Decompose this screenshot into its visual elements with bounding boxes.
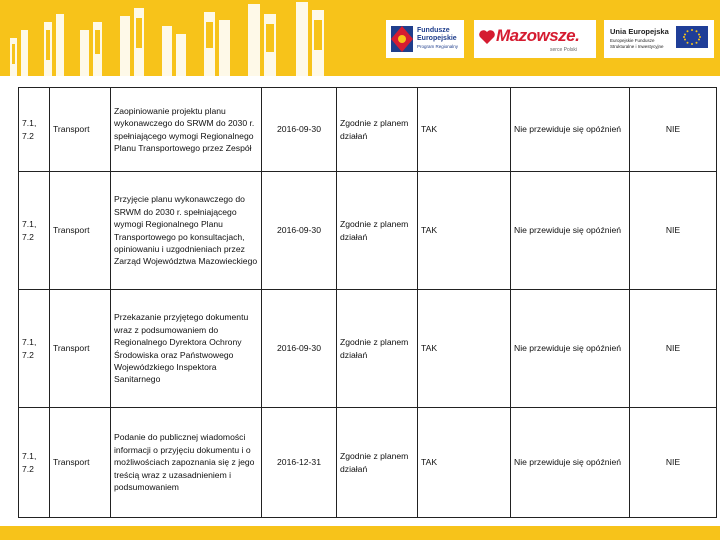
cell-measure-id: 7.1, 7.2: [19, 290, 50, 408]
cell-date: 2016-12-31: [262, 408, 337, 518]
cell-flag: NIE: [630, 88, 717, 172]
cell-date: 2016-09-30: [262, 88, 337, 172]
cell-flag: NIE: [630, 290, 717, 408]
decorative-pattern: [0, 0, 360, 76]
table-row: [19, 88, 717, 172]
cell-note: Nie przewiduje się opóźnień: [511, 290, 630, 408]
cell-description: Przekazanie przyjętego dokumentu wraz z podsumowaniem do Regionalnego Dyrektora Ochrony Środowiska oraz Państwowego Wojewódzkiego Inspektora Sanitarnego: [111, 290, 262, 408]
cell-measure-id: 7.1, 7.2: [19, 88, 50, 172]
eu-logo-title: Unia Europejska: [610, 27, 669, 36]
eu-logo: [604, 20, 714, 58]
cell-date: 2016-09-30: [262, 290, 337, 408]
footer-bar: [0, 526, 720, 540]
cell-status: Zgodnie z planem działań: [337, 290, 418, 408]
cell-status: Zgodnie z planem działań: [337, 172, 418, 290]
eu-flag-icon: [676, 26, 708, 48]
heart-icon: [478, 29, 496, 45]
cell-note: Nie przewiduje się opóźnień: [511, 408, 630, 518]
cell-risk: TAK: [418, 290, 511, 408]
cell-area: Transport: [50, 88, 111, 172]
european-funds-flag-icon: [391, 26, 413, 52]
cell-note: Nie przewiduje się opóźnień: [511, 88, 630, 172]
cell-risk: TAK: [418, 408, 511, 518]
header-banner: [0, 0, 720, 76]
mazowsze-tagline: serce Polski: [550, 47, 577, 53]
cell-area: Transport: [50, 172, 111, 290]
cell-description: Przyjęcie planu wykonawczego do SRWM do 2030 r. spełniającego wymogi Regionalnego Planu Transportowego po konsultacjach, opiniowaniu i uzgodnieniach przez Zarząd Województwa Mazowieckiego: [111, 172, 262, 290]
cell-status: Zgodnie z planem działań: [337, 88, 418, 172]
eu-logo-subtitle: [610, 38, 664, 50]
funds-logo-line1: Fundusze: [417, 27, 450, 34]
table-row: [19, 290, 717, 408]
cell-area: Transport: [50, 290, 111, 408]
mazowsze-wordmark: Mazowsze.: [496, 26, 580, 45]
european-funds-logo: [386, 20, 464, 58]
funds-logo-line3: Program Regionalny: [417, 44, 459, 49]
eu-logo-line2: Strukturalne i Inwestycyjne: [610, 44, 664, 49]
cell-status: Zgodnie z planem działań: [337, 408, 418, 518]
cell-area: Transport: [50, 408, 111, 518]
cell-flag: NIE: [630, 408, 717, 518]
table-row: [19, 172, 717, 290]
cell-risk: TAK: [418, 88, 511, 172]
eu-logo-line1: Europejskie Fundusze: [610, 38, 655, 43]
action-plan-table: [18, 87, 717, 518]
cell-date: 2016-09-30: [262, 172, 337, 290]
table-row: [19, 408, 717, 518]
cell-flag: NIE: [630, 172, 717, 290]
cell-measure-id: 7.1, 7.2: [19, 172, 50, 290]
cell-description: Podanie do publicznej wiadomości informacji o przyjęciu dokumentu i o możliwościach zapoznania się z jego treścią wraz z uzasadnieniem i podsumowaniem: [111, 408, 262, 518]
mazowsze-logo: [474, 20, 596, 58]
cell-risk: TAK: [418, 172, 511, 290]
cell-measure-id: 7.1, 7.2: [19, 408, 50, 518]
funds-logo-line2: Europejskie: [417, 35, 457, 42]
cell-note: Nie przewiduje się opóźnień: [511, 172, 630, 290]
cell-description: Zaopiniowanie projektu planu wykonawczego do SRWM do 2030 r. spełniającego wymogi Regionalnego Planu Transportowego przez Zespół: [111, 88, 262, 172]
